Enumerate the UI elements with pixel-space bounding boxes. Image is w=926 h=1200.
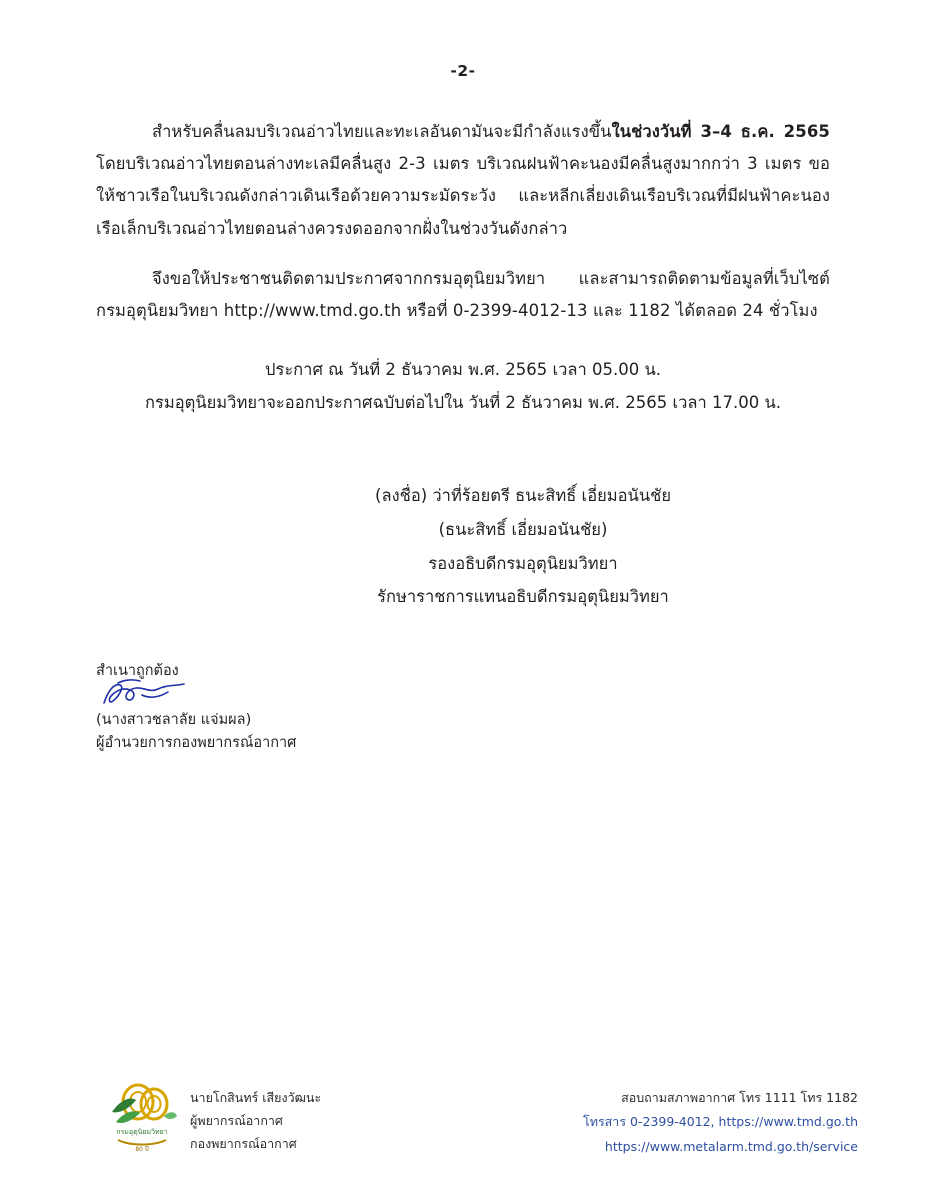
footer-left-line-2: ผู้พยากรณ์อากาศ [190, 1113, 283, 1129]
footer-contact-line: สอบถามสภาพอากาศ โทร 1111 โทร 1182 [621, 1090, 858, 1105]
footer-left [104, 1082, 321, 1156]
certified-copy-position: ผู้อำนวยการกองพยากรณ์อากาศ [96, 735, 297, 752]
document-footer [0, 1078, 926, 1200]
page-number: -2- [450, 62, 476, 80]
paragraph-1-segment-2-bold: ในช่วงวันที่ 3–4 ธ.ค. 2565 [611, 122, 830, 141]
footer-left-line-3: กองพยากรณ์อากาศ [190, 1136, 297, 1152]
footer-right [583, 1086, 858, 1159]
paragraph-1-segment-1: สำหรับคลื่นลมบริเวณอ่าวไทยและทะเลอันดามันจะมีกำลังแรงขึ้น [152, 122, 612, 141]
footer-left-line-1: นายโกสินทร์ เสียงวัฒนะ [190, 1090, 322, 1105]
signature-position-line-2: รักษาราชการแทนอธิบดีกรมอุตุนิยมวิทยา [377, 587, 669, 607]
certified-copy-name: (นางสาวชลาลัย แจ่มผล) [96, 712, 252, 729]
tmd-anniversary-logo-icon [104, 1082, 180, 1156]
footer-service-url-line[interactable]: https://www.metalarm.tmd.go.th/service [604, 1138, 858, 1154]
footer-fax-and-website-line[interactable]: โทรสาร 0-2399-4012, https://www.tmd.go.th [583, 1114, 858, 1130]
handwritten-signature [96, 683, 296, 709]
announcement-block [96, 353, 830, 419]
announcement-date-line: ประกาศ ณ วันที่ 2 ธันวาคม พ.ศ. 2565 เวลา 05.00 น. [264, 360, 662, 380]
svg-text:80 ปี: 80 ปี [135, 1146, 149, 1153]
document-body [96, 116, 830, 327]
footer-left-text [190, 1082, 321, 1155]
paragraph-1-segment-3: โดยบริเวณอ่าวไทยตอนล่างทะเลมีคลื่นสูง 2-3 เมตร บริเวณฝนฟ้าคะนองมีคลื่นสูงมากกว่า 3 เมตร ขอให้ชาวเรือในบริเวณดังกล่าวเดินเรือด้วยความระมัดระวัง และหลีกเลี่ยงเดินเรือบริเวณที่มีฝนฟ้าคะนอง เรือเล็กบริเวณอ่าวไทยตอนล่างควรงดออกจากฝั่งในช่วงวันดังกล่าว [96, 154, 830, 238]
paragraph-2-segment-1: จึงขอให้ประชาชนติดตามประกาศจากกรมอุตุนิยมวิทยา และสามารถติดตามข้อมูลที่เว็บไซต์กรมอุตุนิยมวิทยา http://www.tmd.go.th หรือที่ 0-2399-4012-13 และ 1182 ได้ตลอด 24 ชั่วโมง [96, 268, 830, 320]
signature-block [96, 479, 830, 614]
signature-name-line: (ธนะสิทธิ์ เอี่ยมอนันชัย) [438, 519, 608, 539]
certified-copy-block [96, 660, 296, 756]
paragraph-1 [96, 116, 830, 245]
signature-position-line-1: รองอธิบดีกรมอุตุนิยมวิทยา [428, 553, 618, 573]
announcement-next-line: กรมอุตุนิยมวิทยาจะออกประกาศฉบับต่อไปใน วันที่ 2 ธันวาคม พ.ศ. 2565 เวลา 17.00 น. [145, 393, 781, 413]
paragraph-2 [96, 263, 830, 327]
svg-text:กรมอุตุนิยมวิทยา: กรมอุตุนิยมวิทยา [116, 1128, 168, 1136]
signature-signed-line: (ลงชื่อ) ว่าที่ร้อยตรี ธนะสิทธิ์ เอี่ยมอนันชัย [375, 486, 671, 506]
certified-copy-header: สำเนาถูกต้อง [96, 663, 179, 679]
